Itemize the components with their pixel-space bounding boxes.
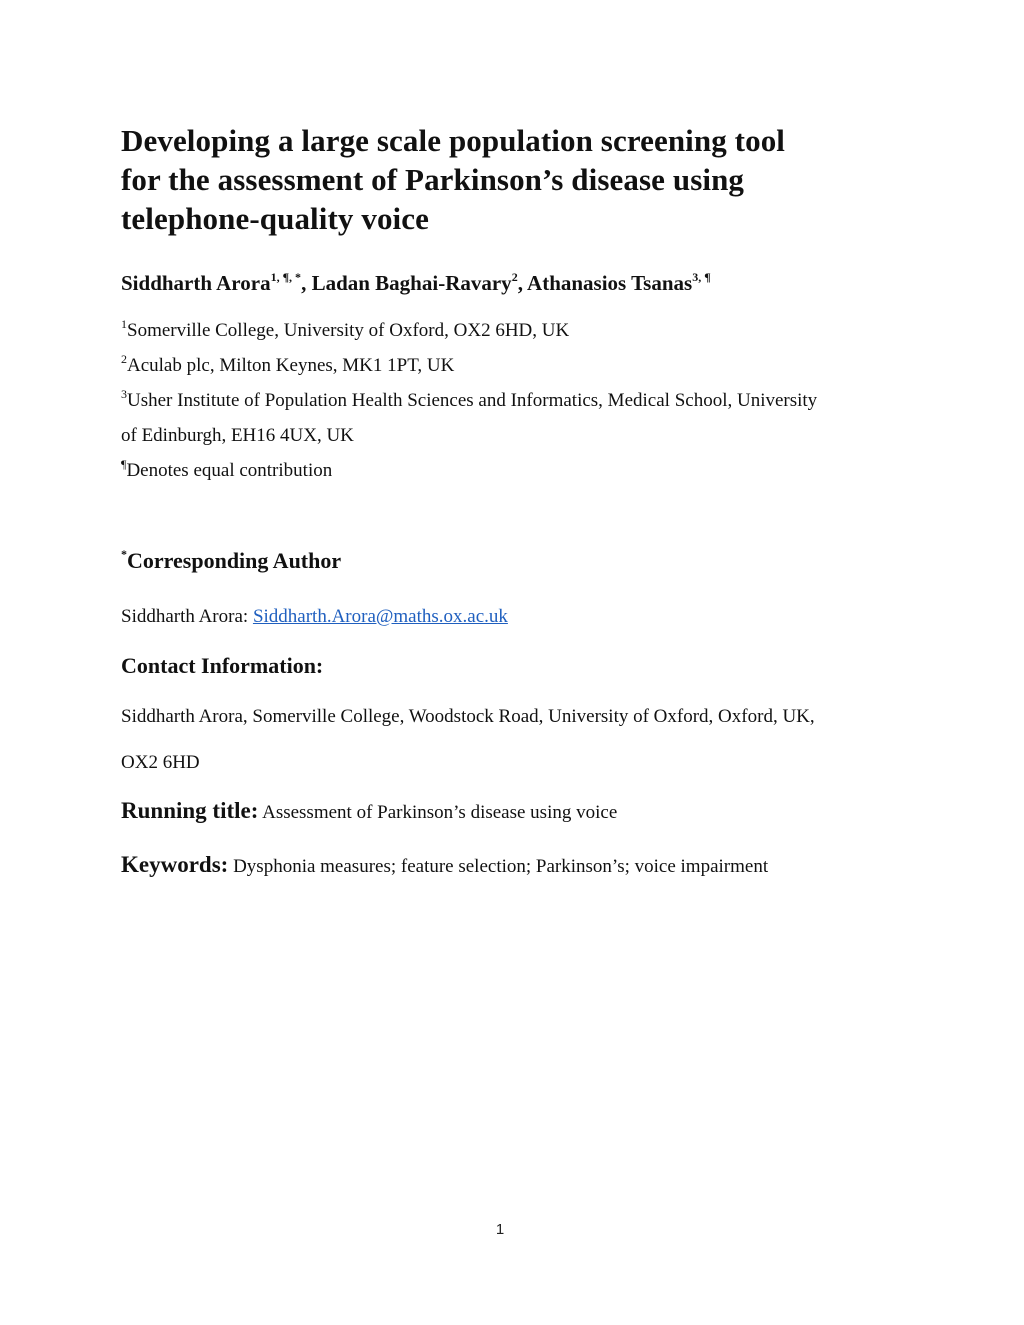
contact-address-line: OX2 6HD xyxy=(121,752,200,773)
affiliation-mark: ¶ xyxy=(121,457,127,471)
keywords-label: Keywords: xyxy=(121,852,229,877)
affiliation-text: Usher Institute of Population Health Sciences and Informatics, Medical School, University xyxy=(127,390,818,411)
corresponding-heading-text: Corresponding Author xyxy=(127,548,342,573)
title-line: Developing a large scale population screening tool xyxy=(121,123,786,158)
title-line: telephone-quality voice xyxy=(121,201,429,236)
affiliation-mark: 3 xyxy=(121,387,127,401)
running-title xyxy=(121,798,617,824)
author-separator: , xyxy=(301,271,312,295)
running-title-label: Running title: xyxy=(121,798,259,823)
affiliation-text: Aculab plc, Milton Keynes, MK1 1PT, UK xyxy=(127,355,455,376)
contact-information-heading: Contact Information: xyxy=(121,653,324,678)
affiliation-line xyxy=(121,457,333,482)
author-name: Ladan Baghai-Ravary xyxy=(311,271,512,295)
corresponding-mark: * xyxy=(121,547,127,561)
contact-address-line: Siddharth Arora, Somerville College, Woodstock Road, University of Oxford, Oxford, UK, xyxy=(121,706,815,727)
corresponding-author-line xyxy=(121,606,508,628)
affiliation-text: Somerville College, University of Oxford, OX2 6HD, UK xyxy=(127,320,570,341)
affiliation-line xyxy=(121,317,570,342)
author-marks: 3, ¶ xyxy=(692,270,711,284)
corresponding-name: Siddharth Arora: xyxy=(121,606,253,627)
author-marks: 2 xyxy=(511,270,518,284)
affiliation-text: of Edinburgh, EH16 4UX, UK xyxy=(121,425,354,446)
keywords-value: Dysphonia measures; feature selection; Parkinson’s; voice impairment xyxy=(228,856,769,877)
author-marks: 1, ¶, * xyxy=(270,270,302,284)
affiliation-line xyxy=(121,387,818,412)
affiliation-line xyxy=(121,352,455,377)
title-line: for the assessment of Parkinson’s disease using xyxy=(121,162,745,197)
author-separator: , xyxy=(517,271,528,295)
affiliation-line xyxy=(121,425,354,447)
paper-title xyxy=(121,121,881,238)
affiliation-mark: 1 xyxy=(121,317,127,331)
author-name: Athanasios Tsanas xyxy=(527,271,693,295)
keywords xyxy=(121,852,768,878)
page-number: 1 xyxy=(495,1221,505,1238)
email-link[interactable]: Siddharth.Arora@maths.ox.ac.uk xyxy=(252,606,508,627)
author-list xyxy=(121,271,711,296)
affiliation-text: Denotes equal contribution xyxy=(126,460,333,481)
running-title-value: Assessment of Parkinson’s disease using voice xyxy=(258,802,618,823)
author-name: Siddharth Arora xyxy=(121,271,271,295)
affiliation-mark: 2 xyxy=(121,352,127,366)
corresponding-author-heading xyxy=(121,548,341,574)
